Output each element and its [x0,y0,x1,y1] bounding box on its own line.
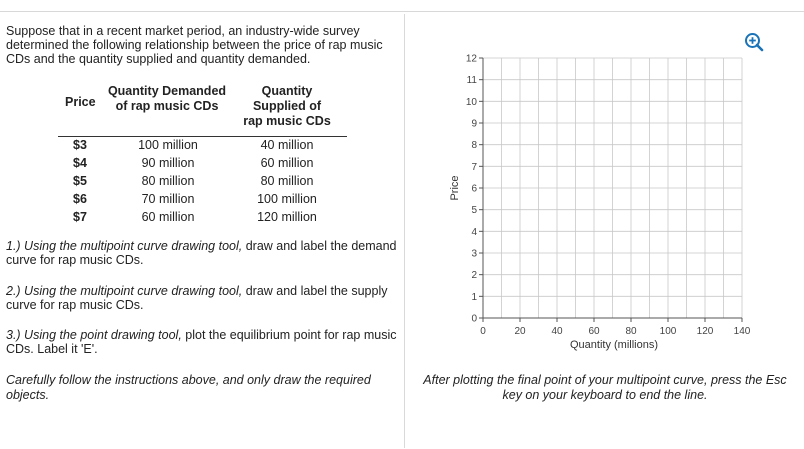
y-tick-label: 2 [471,270,477,282]
cell-qd: 80 million [141,174,195,188]
instruction-1 [6,239,398,267]
x-tick-label: 0 [480,326,486,337]
cell-qd: 90 million [141,156,195,170]
cell-price: $6 [73,192,87,206]
y-tick-label: 3 [471,248,477,260]
instruction-3 [6,328,398,356]
table-row [58,210,348,228]
cell-price: $3 [73,138,87,152]
table-row [58,192,348,210]
x-tick-labels [480,326,751,337]
instruction-3-tool: 3.) Using the point drawing tool, [6,328,182,342]
cell-price: $7 [73,210,87,224]
axes [479,58,742,322]
header-qd-line2: of rap music CDs [115,99,219,113]
x-tick-label: 40 [551,326,563,337]
y-axis-label: Price [449,175,461,201]
x-tick-label: 60 [588,326,600,337]
graph-canvas[interactable] [404,0,804,365]
instruction-3-text: plot the equilibrium point for rap music CDs. Label it 'E'. [6,328,397,356]
cell-qs: 120 million [257,210,317,224]
cell-qd: 60 million [141,210,195,224]
y-tick-label: 12 [465,53,477,65]
y-tick-label: 1 [471,291,477,303]
zoom-in-icon[interactable] [744,32,764,52]
table-row [58,174,348,192]
x-tick-label: 80 [625,326,637,337]
x-tick-label: 100 [659,326,677,337]
cell-qs: 40 million [260,138,314,152]
y-tick-label: 0 [471,313,477,325]
final-note: Carefully follow the instructions above, and only draw the required objects. [6,373,371,402]
esc-instruction: After plotting the final point of your multipoint curve, press the Esc key on your keyboard to end the line. [423,373,787,402]
x-axis-label: Quantity (millions) [569,339,659,351]
y-tick-label: 9 [471,118,477,130]
y-tick-label: 6 [471,183,477,195]
table-row [58,156,348,174]
cell-qd: 100 million [138,138,198,152]
y-tick-label: 8 [471,140,477,152]
y-tick-label: 11 [466,75,477,87]
header-quantity-supplied [236,84,338,129]
header-qd-line1: Quantity Demanded [107,84,227,98]
header-qs-line3: rap music CDs [243,114,331,128]
instruction-2-text: draw and label the supply curve for rap music CDs. [6,284,388,312]
x-tick-label: 20 [514,326,526,337]
cell-qd: 70 million [141,192,195,206]
grid-lines [483,58,742,318]
y-tick-label: 10 [465,96,477,108]
cell-qs: 80 million [260,174,314,188]
cell-qs: 100 million [257,192,317,206]
instruction-1-tool: 1.) Using the multipoint curve drawing tool, [6,239,243,253]
instruction-1-text: draw and label the demand curve for rap music CDs. [6,239,397,267]
cell-qs: 60 million [260,156,314,170]
question-panel [6,24,398,66]
header-qs-line1: Quantity [261,84,313,98]
y-tick-labels [466,54,478,325]
header-price: Price [65,95,96,109]
header-quantity-demanded [104,84,230,114]
instruction-2 [6,284,398,312]
table-row [58,138,348,156]
header-qs-line2: Supplied of [252,99,322,113]
table-header-rule [58,136,347,137]
question-intro: Suppose that in a recent market period, an industry-wide survey determined the following relationship between the price of rap music CDs and the quantity supplied and quantity demanded. [6,24,383,66]
instruction-2-tool: 2.) Using the multipoint curve drawing tool, [6,284,243,298]
y-tick-label: 5 [471,205,477,217]
cell-price: $5 [73,174,87,188]
x-tick-label: 120 [696,326,714,337]
y-tick-label: 7 [471,161,477,173]
y-tick-label: 4 [471,226,477,238]
x-tick-label: 140 [733,326,751,337]
cell-price: $4 [73,156,87,170]
